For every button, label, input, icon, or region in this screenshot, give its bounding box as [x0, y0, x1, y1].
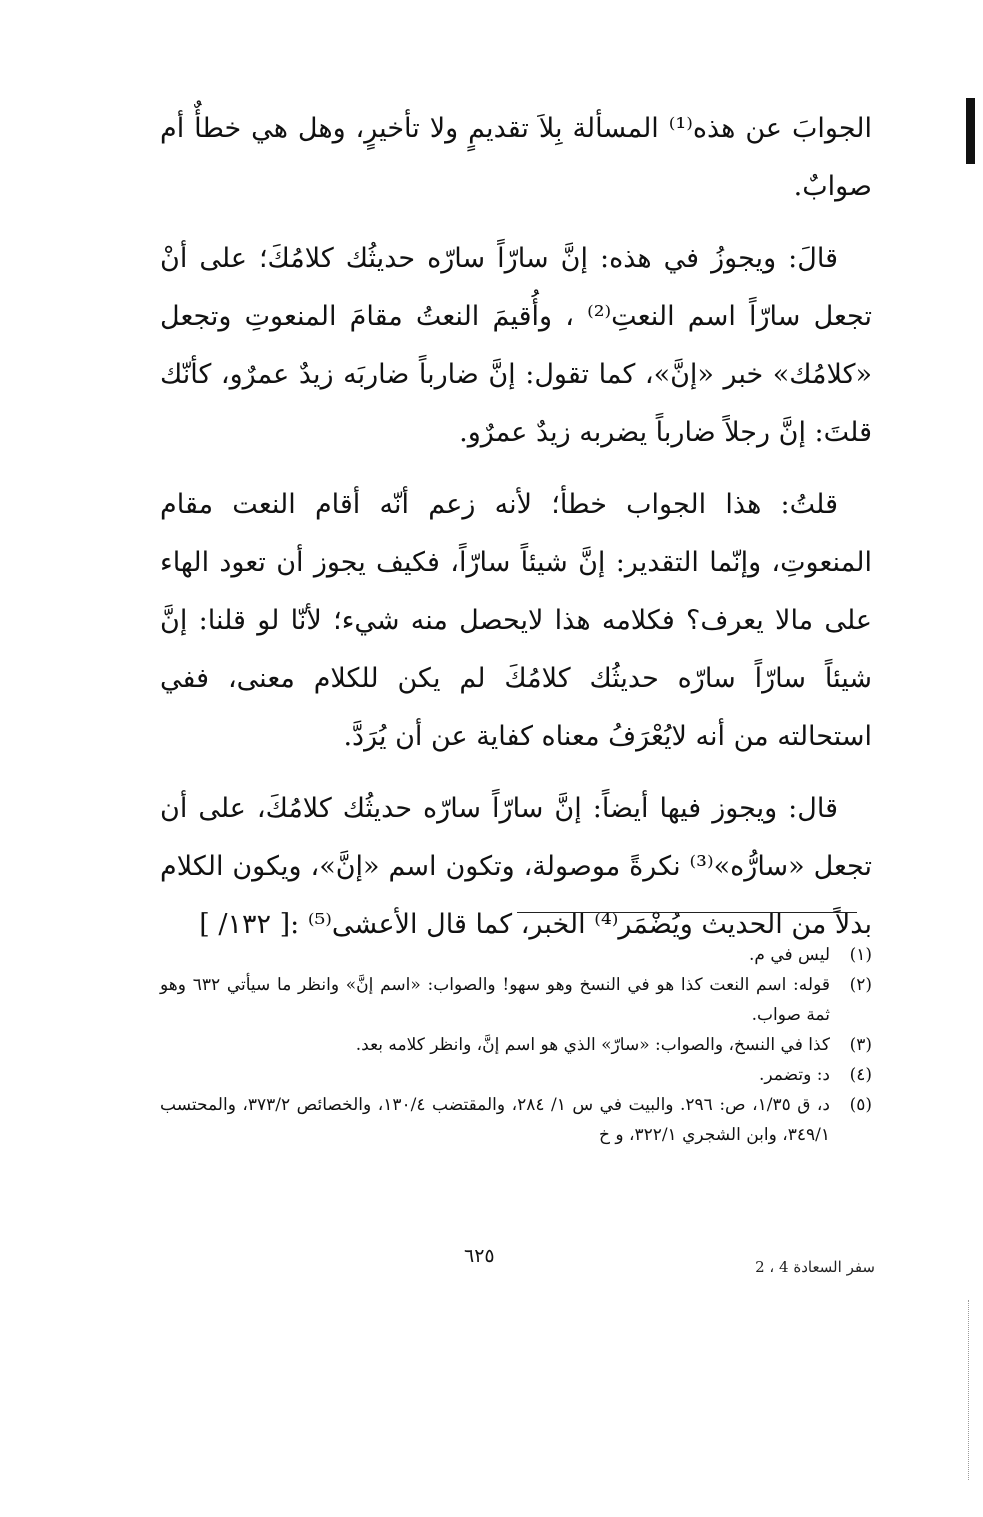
footnotes: [160, 940, 872, 1150]
footnote-text: ليس في م.: [748, 945, 830, 965]
footnote-number: (٤): [849, 1065, 872, 1085]
margin-marker-bar: [966, 98, 975, 164]
page-number: ٦٢٥: [464, 1245, 495, 1267]
footnote-text: كذا في النسخ، والصواب: «سارّ» الذي هو اسم إنَّ، وانظر كلامه بعد.: [355, 1035, 830, 1055]
footnote-text: د: وتضمر.: [759, 1065, 830, 1085]
footnote-2: [160, 970, 872, 1030]
footnote-text: قوله: اسم النعت كذا هو في النسخ وهو سهو! والصواب: «اسم إنَّ» وانظر ما سيأتي ٦٣٢ وهو ثمة صواب.: [160, 975, 830, 1025]
paragraph-4: قال: ويجوز فيها أيضاً: إنَّ سارّاً سارّه حديثُك كلامُكَ، على أن تجعل «سارُّه»⁽³⁾ نكرةً موصولة، وتكون اسم «إنَّ»، ويكون الكلام بدلاً من الحديث ويُضْمَر⁽⁴⁾ الخبر، كما قال الأعشى⁽⁵⁾ :[ ١٣٢/ ]: [160, 793, 872, 940]
main-text: [160, 100, 872, 968]
footnote-1: [160, 940, 872, 970]
footnote-text: د، ق ١/٣٥، ص: ٢٩٦. والبيت في س ١/ ٢٨٤، والمقتضب ١٣٠/٤، والخصائص ٣٧٣/٢، والمحتسب ٣٤٩/١، وابن الشجري ٣٢٢/١، و خ: [160, 1095, 830, 1145]
paragraph-3: قلتُ: هذا الجواب خطأ؛ لأنه زعم أنّه أقام النعت مقام المنعوتِ، وإنّما التقدير: إنَّ شيئاً سارّاً، فكيف يجوز أن تعود الهاء على مالا يعرف؟ فكلامه هذا لايحصل منه شيء؛ لأنّا لو قلنا: إنَّ شيئاً سارّاً سارّه حديثُك كلامُكَ لم يكن للكلام معنى، ففي استحالته من أنه لايُعْرَفُ معناه كفاية عن أن يُرَدَّ.: [160, 489, 872, 752]
footnote-number: (٢): [849, 975, 872, 995]
footnote-separator: [517, 912, 857, 913]
scan-edge-dots: [968, 1300, 971, 1480]
paragraph-1: الجوابَ عن هذه⁽¹⁾ المسألة بِلاَ تقديمٍ ولا تأخيرٍ، وهل هي خطأٌ أم صوابٌ.: [160, 113, 872, 202]
footnote-5: [160, 1090, 872, 1150]
footnote-number: (٣): [849, 1035, 872, 1055]
footnote-number: (١): [849, 945, 872, 965]
footnote-number: (٥): [849, 1095, 872, 1115]
footnote-4: [160, 1060, 872, 1090]
paragraph-2: قالَ: ويجوزُ في هذه: إنَّ سارّاً سارّه حديثُك كلامُكَ؛ على أنْ تجعل سارّاً اسم النعتِ⁽²⁾ ، وأُقيمَ النعتُ مقامَ المنعوتِ وتجعل «كلامُك» خبر «إنَّ»، كما تقول: إنَّ ضارباً ضاربَه زيدٌ عمرٌو، كأنّك قلتَ: إنَّ رجلاً ضارباً يضربه زيدٌ عمرٌو.: [160, 243, 872, 448]
running-footer-title: سفر السعادة 4 ، 2: [755, 1258, 875, 1276]
footnote-3: [160, 1030, 872, 1060]
